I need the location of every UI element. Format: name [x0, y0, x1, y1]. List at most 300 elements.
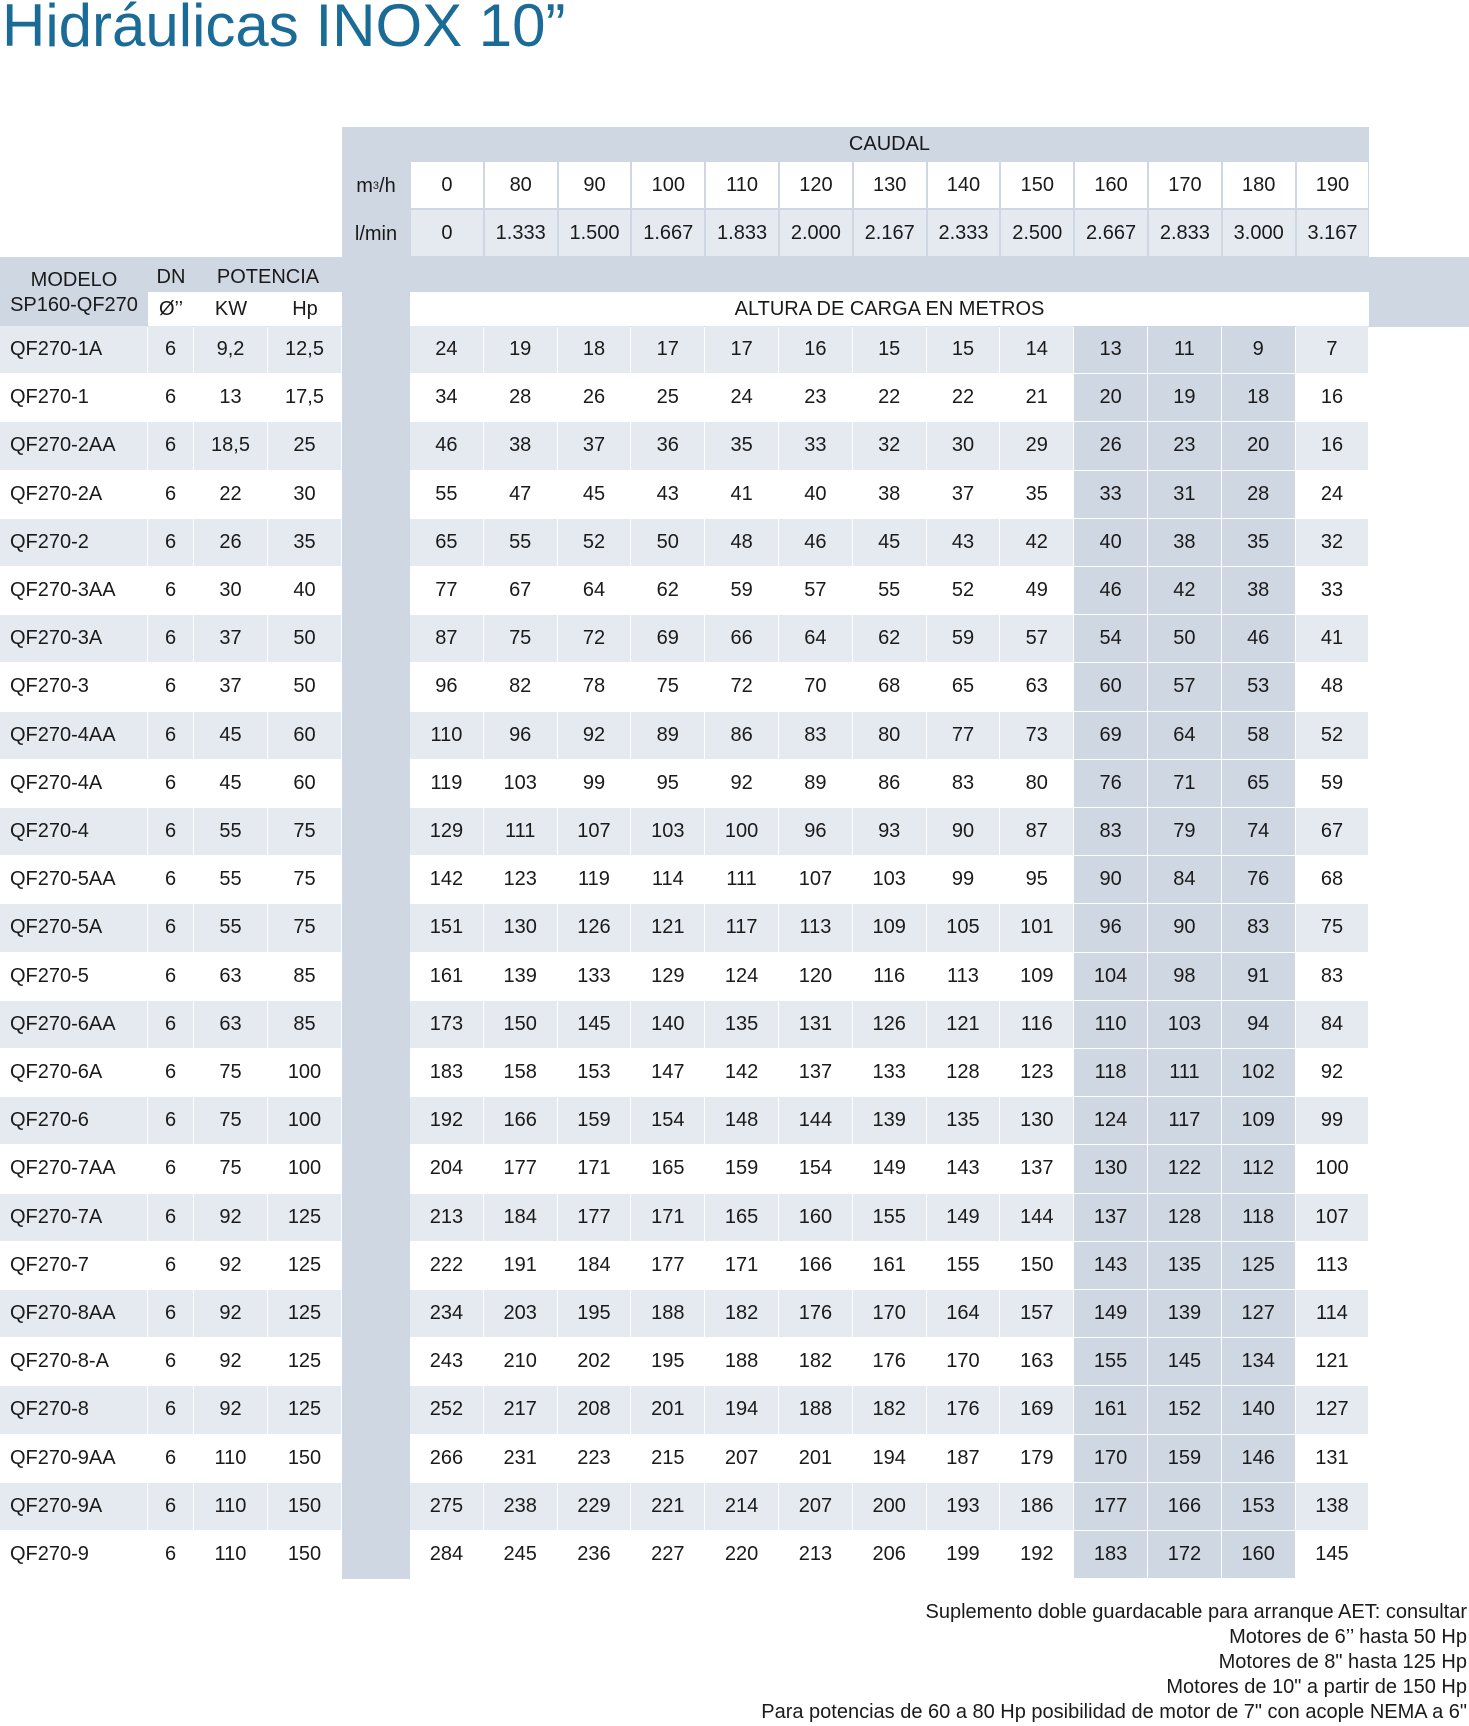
- head-value: 105: [927, 904, 1000, 951]
- unit-m3h: m 3 /h: [356, 174, 396, 197]
- head-value: 83: [927, 760, 1000, 807]
- head-value: 69: [1074, 712, 1147, 759]
- flow-m3h: 170: [1149, 162, 1221, 208]
- row-kw: 55: [194, 904, 267, 951]
- header-altura: ALTURA DE CARGA EN METROS: [410, 292, 1369, 326]
- head-value: 96: [1074, 904, 1147, 951]
- head-value: 45: [558, 471, 631, 518]
- head-value: 9: [1222, 326, 1295, 373]
- head-value: 65: [410, 519, 483, 566]
- head-value: 171: [705, 1242, 778, 1289]
- head-value: 145: [1296, 1531, 1369, 1578]
- row-hp: 125: [268, 1194, 341, 1241]
- head-value: 99: [1296, 1097, 1369, 1144]
- head-value: 117: [1148, 1097, 1221, 1144]
- head-value: 157: [1000, 1290, 1073, 1337]
- head-value: 165: [705, 1194, 778, 1241]
- head-value: 32: [853, 422, 926, 469]
- head-value: 109: [853, 904, 926, 951]
- row-hp: 75: [268, 904, 341, 951]
- head-value: 284: [410, 1531, 483, 1578]
- row-kw: 13: [194, 374, 267, 421]
- head-value: 148: [705, 1097, 778, 1144]
- model-name: QF270-1: [0, 374, 147, 421]
- head-value: 192: [410, 1097, 483, 1144]
- head-value: 72: [558, 615, 631, 662]
- head-value: 172: [1148, 1531, 1221, 1578]
- head-value: 223: [558, 1435, 631, 1482]
- head-value: 89: [779, 760, 852, 807]
- head-value: 194: [853, 1435, 926, 1482]
- head-value: 20: [1222, 422, 1295, 469]
- head-value: 38: [1222, 567, 1295, 614]
- head-value: 129: [631, 953, 704, 1000]
- row-hp: 60: [268, 712, 341, 759]
- head-value: 177: [558, 1194, 631, 1241]
- head-value: 77: [410, 567, 483, 614]
- head-value: 142: [705, 1049, 778, 1096]
- row-dn: 6: [148, 1386, 193, 1433]
- row-kw: 92: [194, 1386, 267, 1433]
- head-value: 182: [853, 1386, 926, 1433]
- head-value: 86: [705, 712, 778, 759]
- head-value: 127: [1296, 1386, 1369, 1433]
- head-value: 67: [1296, 808, 1369, 855]
- header-modelo-sub: SP160-QF270: [10, 293, 138, 316]
- head-value: 11: [1148, 326, 1221, 373]
- head-value: 28: [1222, 471, 1295, 518]
- head-value: 177: [1074, 1483, 1147, 1530]
- row-kw: 75: [194, 1097, 267, 1144]
- head-value: 86: [853, 760, 926, 807]
- head-value: 35: [705, 422, 778, 469]
- row-hp: 40: [268, 567, 341, 614]
- head-value: 28: [484, 374, 557, 421]
- head-value: 158: [484, 1049, 557, 1096]
- head-value: 103: [1148, 1001, 1221, 1048]
- head-value: 130: [484, 904, 557, 951]
- head-value: 153: [1222, 1483, 1295, 1530]
- head-value: 59: [705, 567, 778, 614]
- model-name: QF270-6: [0, 1097, 147, 1144]
- head-value: 57: [1148, 663, 1221, 710]
- head-value: 176: [853, 1338, 926, 1385]
- head-value: 100: [705, 808, 778, 855]
- head-value: 145: [558, 1001, 631, 1048]
- head-value: 60: [1074, 663, 1147, 710]
- model-name: QF270-3AA: [0, 567, 147, 614]
- head-value: 111: [484, 808, 557, 855]
- head-value: 96: [779, 808, 852, 855]
- head-value: 123: [484, 856, 557, 903]
- row-kw: 110: [194, 1531, 267, 1578]
- row-dn: 6: [148, 1483, 193, 1530]
- row-kw: 75: [194, 1049, 267, 1096]
- head-value: 116: [1000, 1001, 1073, 1048]
- head-value: 206: [853, 1531, 926, 1578]
- head-value: 16: [1296, 374, 1369, 421]
- head-value: 177: [631, 1242, 704, 1289]
- head-value: 231: [484, 1435, 557, 1482]
- head-value: 92: [1296, 1049, 1369, 1096]
- model-name: QF270-7: [0, 1242, 147, 1289]
- head-value: 52: [1296, 712, 1369, 759]
- head-value: 155: [853, 1194, 926, 1241]
- unit-lmin: l/min: [354, 222, 398, 245]
- head-value: 159: [558, 1097, 631, 1144]
- row-kw: 30: [194, 567, 267, 614]
- head-value: 150: [484, 1001, 557, 1048]
- flow-lmin: 1.833: [706, 210, 778, 256]
- row-kw: 45: [194, 760, 267, 807]
- row-hp: 30: [268, 471, 341, 518]
- head-value: 29: [1000, 422, 1073, 469]
- head-value: 151: [410, 904, 483, 951]
- head-value: 188: [631, 1290, 704, 1337]
- head-value: 89: [631, 712, 704, 759]
- row-kw: 55: [194, 856, 267, 903]
- row-kw: 92: [194, 1242, 267, 1289]
- row-dn: 6: [148, 760, 193, 807]
- head-value: 107: [1296, 1194, 1369, 1241]
- head-value: 186: [1000, 1483, 1073, 1530]
- head-value: 43: [927, 519, 1000, 566]
- head-value: 193: [927, 1483, 1000, 1530]
- head-value: 159: [1148, 1435, 1221, 1482]
- head-value: 221: [631, 1483, 704, 1530]
- head-value: 76: [1074, 760, 1147, 807]
- head-value: 183: [1074, 1531, 1147, 1578]
- head-value: 124: [705, 953, 778, 1000]
- head-value: 182: [705, 1290, 778, 1337]
- head-value: 130: [1000, 1097, 1073, 1144]
- head-value: 119: [558, 856, 631, 903]
- model-name: QF270-8-A: [0, 1338, 147, 1385]
- head-value: 17: [631, 326, 704, 373]
- head-value: 63: [1000, 663, 1073, 710]
- head-value: 21: [1000, 374, 1073, 421]
- row-hp: 12,5: [268, 326, 341, 373]
- row-hp: 75: [268, 808, 341, 855]
- head-value: 125: [1222, 1242, 1295, 1289]
- head-value: 96: [410, 663, 483, 710]
- head-value: 36: [631, 422, 704, 469]
- caudal-label: CAUDAL: [848, 132, 931, 155]
- head-value: 33: [1074, 471, 1147, 518]
- head-value: 16: [779, 326, 852, 373]
- head-value: 133: [558, 953, 631, 1000]
- flow-lmin: 1.500: [559, 210, 631, 256]
- model-name: QF270-4A: [0, 760, 147, 807]
- head-value: 22: [853, 374, 926, 421]
- flow-m3h: 140: [928, 162, 1000, 208]
- head-value: 72: [705, 663, 778, 710]
- head-value: 59: [1296, 760, 1369, 807]
- head-value: 43: [631, 471, 704, 518]
- head-value: 25: [631, 374, 704, 421]
- head-value: 128: [1148, 1194, 1221, 1241]
- head-value: 187: [927, 1435, 1000, 1482]
- model-name: QF270-4: [0, 808, 147, 855]
- head-value: 18: [558, 326, 631, 373]
- head-value: 142: [410, 856, 483, 903]
- head-value: 37: [558, 422, 631, 469]
- head-value: 38: [853, 471, 926, 518]
- head-value: 50: [1148, 615, 1221, 662]
- model-name: QF270-5A: [0, 904, 147, 951]
- row-kw: 18,5: [194, 422, 267, 469]
- head-value: 90: [1074, 856, 1147, 903]
- head-value: 149: [927, 1194, 1000, 1241]
- flow-lmin: 2.667: [1075, 210, 1147, 256]
- head-value: 73: [1000, 712, 1073, 759]
- head-value: 201: [631, 1386, 704, 1433]
- head-value: 65: [927, 663, 1000, 710]
- flow-m3h: 180: [1223, 162, 1295, 208]
- head-value: 107: [779, 856, 852, 903]
- head-value: 131: [1296, 1435, 1369, 1482]
- head-value: 64: [558, 567, 631, 614]
- head-value: 144: [779, 1097, 852, 1144]
- row-hp: 50: [268, 663, 341, 710]
- head-value: 99: [927, 856, 1000, 903]
- head-value: 161: [1074, 1386, 1147, 1433]
- head-value: 138: [1296, 1483, 1369, 1530]
- flow-m3h: 150: [1001, 162, 1073, 208]
- model-name: QF270-9A: [0, 1483, 147, 1530]
- page-title: Hidráulicas INOX 10”: [2, 0, 566, 59]
- head-value: 16: [1296, 422, 1369, 469]
- row-dn: 6: [148, 374, 193, 421]
- flow-lmin: 2.167: [854, 210, 926, 256]
- head-value: 95: [631, 760, 704, 807]
- head-value: 170: [853, 1290, 926, 1337]
- head-value: 114: [1296, 1290, 1369, 1337]
- head-value: 38: [484, 422, 557, 469]
- head-value: 176: [927, 1386, 1000, 1433]
- flow-lmin: 2.333: [928, 210, 1000, 256]
- head-value: 82: [484, 663, 557, 710]
- head-value: 135: [927, 1097, 1000, 1144]
- head-value: 87: [410, 615, 483, 662]
- head-value: 54: [1074, 615, 1147, 662]
- model-name: QF270-6A: [0, 1049, 147, 1096]
- head-value: 207: [779, 1483, 852, 1530]
- row-dn: 6: [148, 1194, 193, 1241]
- head-value: 77: [927, 712, 1000, 759]
- head-value: 80: [853, 712, 926, 759]
- head-value: 214: [705, 1483, 778, 1530]
- flow-m3h: 190: [1297, 162, 1369, 208]
- head-value: 173: [410, 1001, 483, 1048]
- footnote: Suplemento doble guardacable para arranque AET: consultar: [925, 1601, 1467, 1623]
- head-value: 83: [779, 712, 852, 759]
- head-value: 113: [1296, 1242, 1369, 1289]
- head-value: 140: [631, 1001, 704, 1048]
- head-value: 159: [705, 1145, 778, 1192]
- head-value: 75: [484, 615, 557, 662]
- head-value: 52: [558, 519, 631, 566]
- head-value: 17: [705, 326, 778, 373]
- head-value: 26: [1074, 422, 1147, 469]
- row-hp: 85: [268, 1001, 341, 1048]
- head-value: 137: [1074, 1194, 1147, 1241]
- row-hp: 125: [268, 1290, 341, 1337]
- row-kw: 37: [194, 663, 267, 710]
- head-value: 160: [1222, 1531, 1295, 1578]
- head-value: 41: [1296, 615, 1369, 662]
- head-value: 121: [1296, 1338, 1369, 1385]
- row-dn: 6: [148, 615, 193, 662]
- header-hp: Hp: [268, 292, 342, 326]
- head-value: 131: [779, 1001, 852, 1048]
- head-value: 53: [1222, 663, 1295, 710]
- head-value: 213: [410, 1194, 483, 1241]
- head-value: 83: [1074, 808, 1147, 855]
- flow-lmin: 2.833: [1149, 210, 1221, 256]
- head-value: 170: [1074, 1435, 1147, 1482]
- row-dn: 6: [148, 1049, 193, 1096]
- head-value: 70: [779, 663, 852, 710]
- head-value: 154: [631, 1097, 704, 1144]
- head-value: 275: [410, 1483, 483, 1530]
- head-value: 217: [484, 1386, 557, 1433]
- head-value: 126: [558, 904, 631, 951]
- row-dn: 6: [148, 567, 193, 614]
- head-value: 38: [1148, 519, 1221, 566]
- head-value: 67: [484, 567, 557, 614]
- head-value: 50: [631, 519, 704, 566]
- head-value: 120: [779, 953, 852, 1000]
- head-value: 78: [558, 663, 631, 710]
- header-kw: KW: [194, 292, 268, 326]
- head-value: 45: [853, 519, 926, 566]
- head-value: 266: [410, 1435, 483, 1482]
- head-value: 109: [1222, 1097, 1295, 1144]
- head-value: 140: [1222, 1386, 1295, 1433]
- head-value: 210: [484, 1338, 557, 1385]
- head-value: 128: [927, 1049, 1000, 1096]
- row-hp: 85: [268, 953, 341, 1000]
- head-value: 161: [410, 953, 483, 1000]
- head-value: 169: [1000, 1386, 1073, 1433]
- head-value: 47: [484, 471, 557, 518]
- head-value: 150: [1000, 1242, 1073, 1289]
- row-kw: 22: [194, 471, 267, 518]
- head-value: 245: [484, 1531, 557, 1578]
- head-value: 46: [1222, 615, 1295, 662]
- head-value: 113: [927, 953, 1000, 1000]
- head-value: 33: [1296, 567, 1369, 614]
- head-value: 182: [779, 1338, 852, 1385]
- row-hp: 50: [268, 615, 341, 662]
- row-hp: 125: [268, 1338, 341, 1385]
- head-value: 64: [779, 615, 852, 662]
- head-value: 46: [779, 519, 852, 566]
- head-value: 40: [779, 471, 852, 518]
- head-value: 23: [779, 374, 852, 421]
- head-value: 24: [410, 326, 483, 373]
- head-value: 75: [1296, 904, 1369, 951]
- head-value: 102: [1222, 1049, 1295, 1096]
- head-value: 192: [1000, 1531, 1073, 1578]
- row-dn: 6: [148, 1001, 193, 1048]
- model-name: QF270-7A: [0, 1194, 147, 1241]
- head-value: 204: [410, 1145, 483, 1192]
- head-value: 66: [705, 615, 778, 662]
- head-value: 24: [1296, 471, 1369, 518]
- head-value: 87: [1000, 808, 1073, 855]
- head-value: 149: [853, 1145, 926, 1192]
- head-value: 199: [927, 1531, 1000, 1578]
- head-value: 101: [1000, 904, 1073, 951]
- separator-column: [342, 127, 410, 1579]
- head-value: 139: [853, 1097, 926, 1144]
- head-value: 103: [631, 808, 704, 855]
- head-value: 42: [1148, 567, 1221, 614]
- head-value: 99: [558, 760, 631, 807]
- head-value: 48: [705, 519, 778, 566]
- row-hp: 60: [268, 760, 341, 807]
- head-value: 119: [410, 760, 483, 807]
- row-dn: 6: [148, 663, 193, 710]
- head-value: 7: [1296, 326, 1369, 373]
- model-name: QF270-9AA: [0, 1435, 147, 1482]
- head-value: 179: [1000, 1435, 1073, 1482]
- row-kw: 92: [194, 1290, 267, 1337]
- model-name: QF270-5AA: [0, 856, 147, 903]
- model-name: QF270-2AA: [0, 422, 147, 469]
- head-value: 121: [631, 904, 704, 951]
- head-value: 91: [1222, 953, 1295, 1000]
- model-name: QF270-8AA: [0, 1290, 147, 1337]
- head-value: 22: [927, 374, 1000, 421]
- head-value: 113: [779, 904, 852, 951]
- head-value: 84: [1296, 1001, 1369, 1048]
- head-value: 126: [853, 1001, 926, 1048]
- head-value: 19: [1148, 374, 1221, 421]
- head-value: 33: [779, 422, 852, 469]
- row-dn: 6: [148, 1242, 193, 1289]
- head-value: 14: [1000, 326, 1073, 373]
- head-value: 139: [484, 953, 557, 1000]
- row-kw: 92: [194, 1338, 267, 1385]
- head-value: 183: [410, 1049, 483, 1096]
- head-value: 252: [410, 1386, 483, 1433]
- head-value: 163: [1000, 1338, 1073, 1385]
- head-value: 100: [1296, 1145, 1369, 1192]
- row-kw: 26: [194, 519, 267, 566]
- head-value: 121: [927, 1001, 1000, 1048]
- row-dn: 6: [148, 808, 193, 855]
- flow-lmin: 3.000: [1223, 210, 1295, 256]
- head-value: 135: [705, 1001, 778, 1048]
- head-value: 71: [1148, 760, 1221, 807]
- row-dn: 6: [148, 471, 193, 518]
- head-value: 133: [853, 1049, 926, 1096]
- head-value: 57: [779, 567, 852, 614]
- model-name: QF270-8: [0, 1386, 147, 1433]
- row-dn: 6: [148, 519, 193, 566]
- footnote: Motores de 6’’ hasta 50 Hp: [1229, 1626, 1467, 1648]
- head-value: 68: [1296, 856, 1369, 903]
- row-hp: 150: [268, 1531, 341, 1578]
- head-value: 195: [558, 1290, 631, 1337]
- head-value: 48: [1296, 663, 1369, 710]
- head-value: 23: [1148, 422, 1221, 469]
- row-hp: 17,5: [268, 374, 341, 421]
- head-value: 122: [1148, 1145, 1221, 1192]
